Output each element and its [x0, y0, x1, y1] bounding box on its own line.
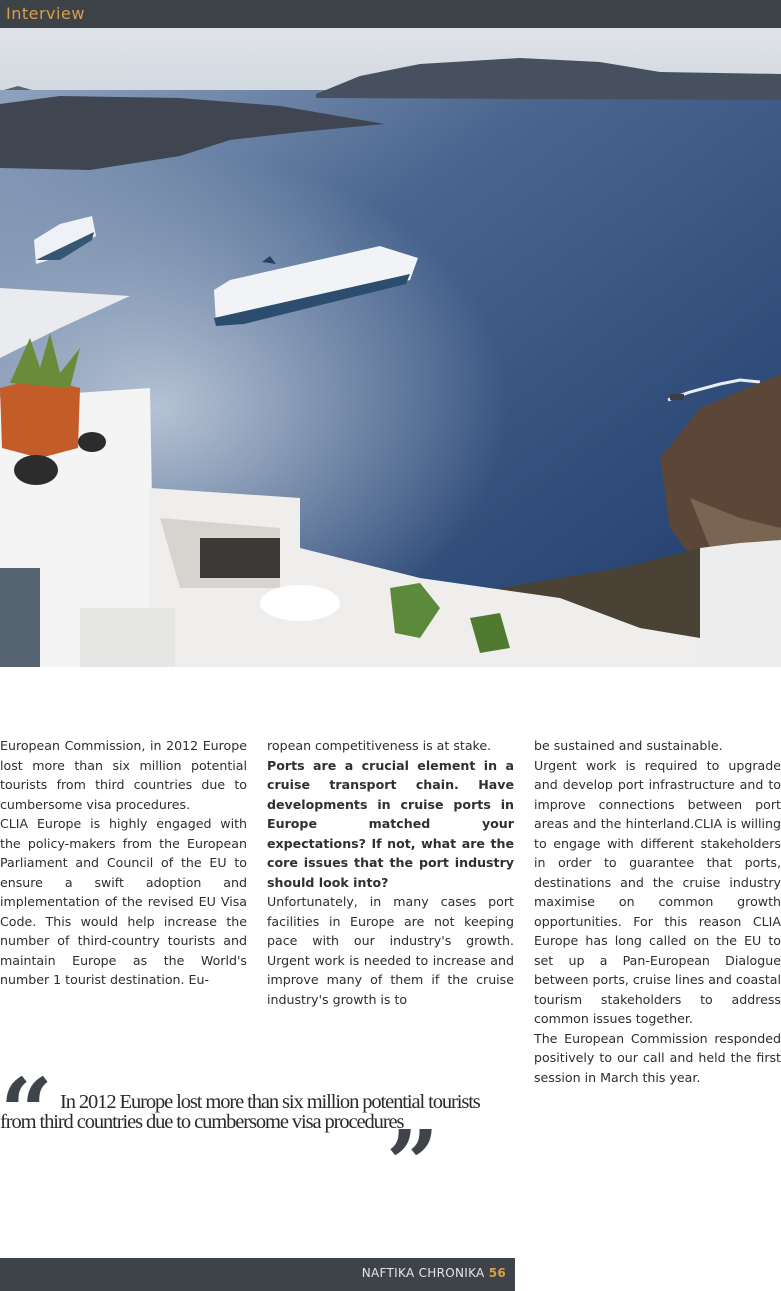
santorini-caldera-cruise-ships-photo	[0, 28, 781, 667]
paragraph: ropean competitiveness is at stake.	[267, 738, 492, 753]
paragraph: The European Commission responded positively to our call and held the first session in March this year.	[534, 1030, 781, 1085]
open-quote-icon: “	[0, 1058, 53, 1166]
paragraph: CLIA Europe is highly engaged with the policy-makers from the European Parliament and Council of the EU to ensure a swift adoption and implementation of the revised EU Visa Code. This would help increase the number of third-country tourists and maintain Europe as the World's number 1 tourist destination. Eu-	[0, 816, 247, 987]
interview-question: Ports are a crucial element in a cruise transport chain. Have developments in cruise ports in Europe matched your expectations? If not, what are the core issues that the port industry should look into?	[267, 757, 514, 890]
article-column-3	[534, 736, 781, 1087]
article-column-1	[0, 736, 247, 990]
footer-bar	[0, 1258, 515, 1291]
paragraph: Unfortunately, in many cases port facilities in Europe are not keeping pace with our industry's growth. Urgent work is needed to increase and improve many of them if the cruise industry's growth is to	[267, 894, 514, 1007]
section-label: Interview	[6, 4, 85, 23]
page-number: 56	[488, 1266, 506, 1280]
article-column-2	[267, 736, 514, 1009]
paragraph: be sustained and sustainable.	[534, 738, 723, 753]
close-quote-icon: ”	[386, 1110, 439, 1218]
paragraph: Urgent work is required to upgrade and develop port infrastructure and to improve connections between port areas and the hinterland.CLIA is willing to engage with different stakeholders in order to guarantee that ports, destinations and the cruise industry maximise on common growth opportunities. For this reason CLIA Europe has long called on the EU to set up a Pan-European Dialogue between ports, cruise lines and coastal tourism stakeholders to address common issues together.	[534, 757, 781, 1026]
paragraph: European Commission, in 2012 Europe lost more than six million potential tourists from third countries due to cumbersome visa procedures.	[0, 738, 247, 812]
magazine-name: NAFTIKA CHRONIKA	[361, 1266, 485, 1280]
section-header-bar	[0, 0, 781, 28]
pull-quote-text: In 2012 Europe lost more than six million potential tourists from third countries due to cumbersome visa procedures	[0, 1091, 480, 1133]
magazine-footer	[362, 1266, 506, 1280]
pull-quote	[0, 1058, 515, 1218]
